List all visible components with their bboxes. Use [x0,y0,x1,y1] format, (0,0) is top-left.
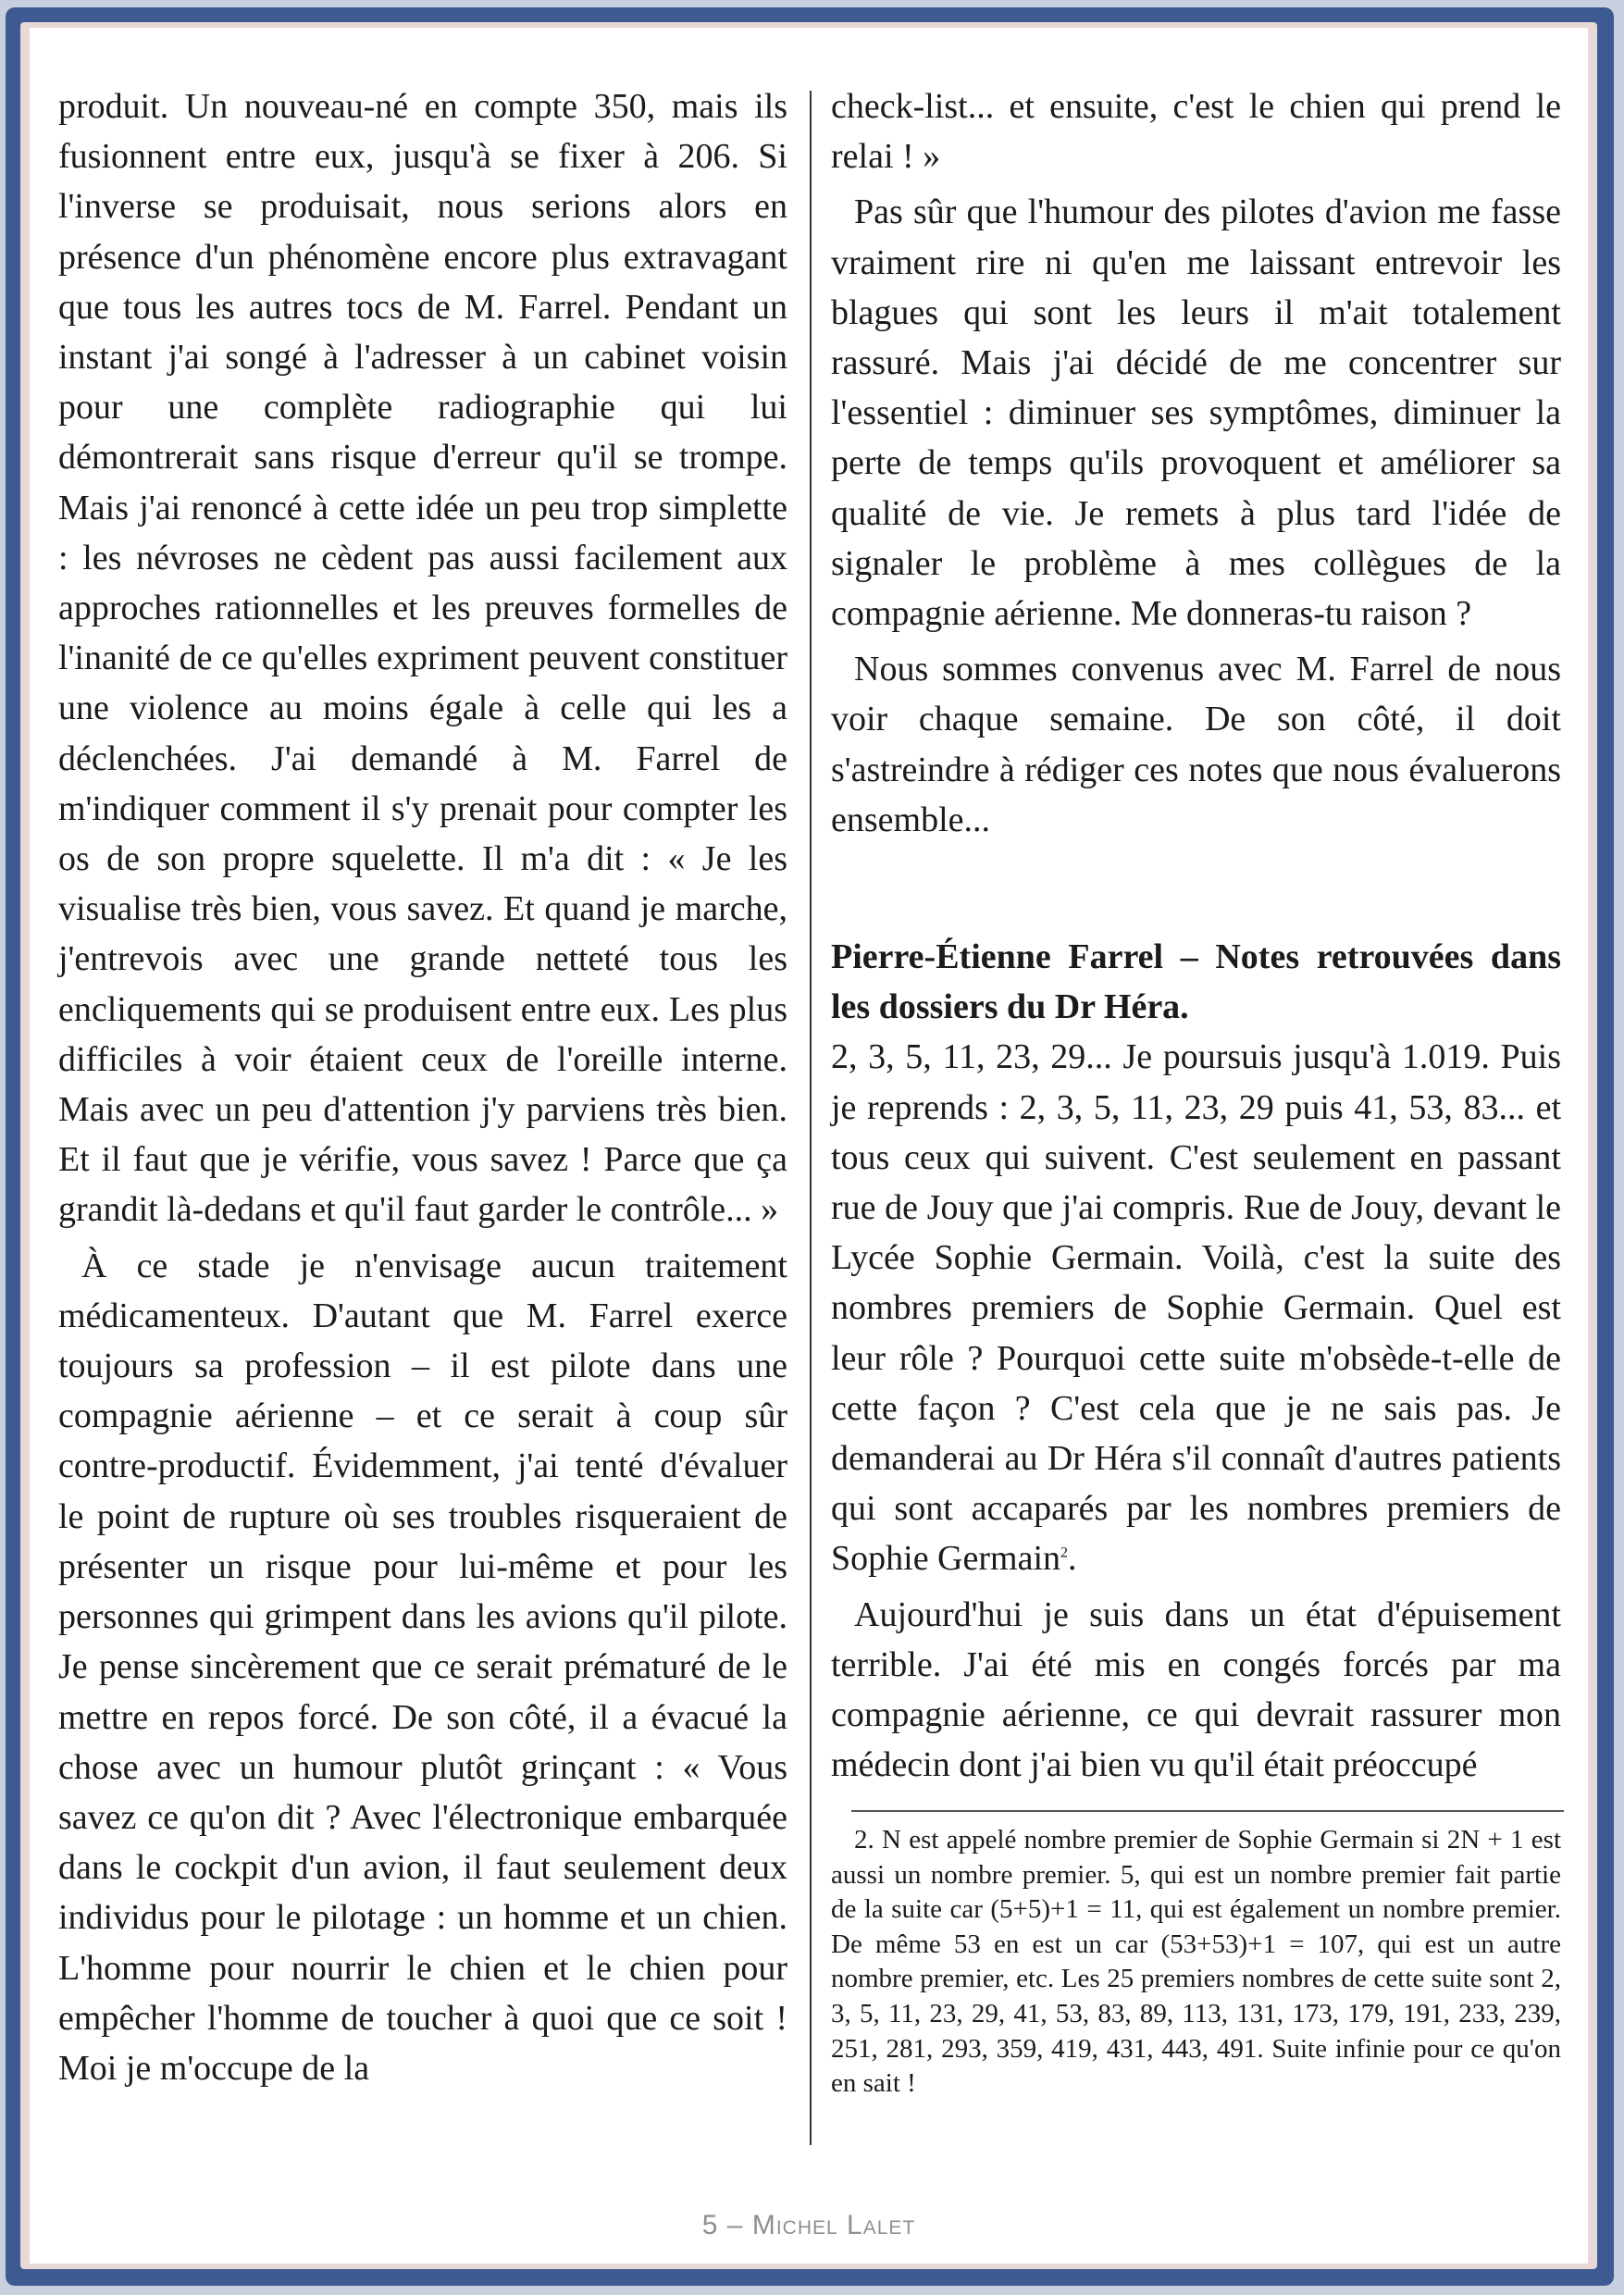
column-divider [810,91,812,2145]
footnote-number: 2. [854,1825,874,1855]
paragraph [831,1032,1561,1583]
paragraph: produit. Un nouveau-né en compte 350, mais ils fusionnent entre eux, jusqu'à se fixer à 206. Si l'inverse se produisait, nous serions alors en présence d'un phénomène encore plus extravagant que tous les autres tocs de M. Farrel. Pendant un instant j'ai songé à l'adresser à un cabinet voisin pour une complète radiographie qui lui démontrerait sans risque d'erreur qu'il se trompe. Mais j'ai renoncé à cette idée un peu trop simplette : les névroses ne cèdent pas aussi facilement aux approches rationnelles et les preuves formelles de l'inanité de ce qu'elles expriment peuvent constituer une violence au moins égale à celle qui les a déclenchées. J'ai demandé à M. Farrel de m'indiquer comment il s'y prenait pour compter les os de son propre squelette. Il m'a dit : « Je les visualise très bien, vous savez. Et quand je marche, j'entrevois avec une grande netteté tous les encliquements qui se produisent entre eux. Les plus difficiles à voir étaient ceux de l'oreille interne. Mais avec un peu d'attention j'y parviens très bien. Et il faut que je vérifie, vous savez ! Parce que ça grandit là-dedans et qu'il faut garder le contrôle... » [58,87,787,1230]
paragraph: Pas sûr que l'humour des pilotes d'avion me fasse vraiment rire ni qu'en me laissant entrevoir les blagues qui sont les leurs il m'ait totalement rassuré. Mais j'ai décidé de me concentrer sur l'essentiel : diminuer ses symptômes, diminuer la perte de temps qu'ils provoquent et améliorer sa qualité de vie. Je remets à plus tard l'idée de signaler le problème à mes collègues de la compagnie aérienne. Me donneras-tu raison ? [831,192,1561,634]
footer-separator: – [726,2210,744,2240]
footnote-separator [851,1810,1564,1812]
paragraph: Aujourd'hui je suis dans un état d'épuisement terrible. J'ai été mis en congés forcés par ma compagnie aérienne, ce qui devrait rassurer mon médecin dont j'ai bien vu qu'il était préoccupé [831,1594,1561,1785]
right-column [831,81,1561,1796]
footnote [831,1823,1561,2102]
paragraph: Nous sommes convenus avec M. Farrel de nous voir chaque semaine. De son côté, il doit s'astreindre à rédiger ces notes que nous évaluerons ensemble... [831,650,1561,839]
paragraph-text: 2, 3, 5, 11, 23, 29... Je poursuis jusqu'à 1.019. Puis je reprends : 2, 3, 5, 11, 23, 29 puis 41, 53, 83... et tous ceux qui suivent. C'est seulement en passant rue de Jouy que j'ai compris. Rue de Jouy, devant le Lycée Sophie Germain. Voilà, c'est la suite des nombres premiers de Sophie Germain. Quel est leur rôle ? Pourquoi cette suite m'obsède-t-elle de cette façon ? C'est cela que je ne sais pas. Je demanderai au Dr Héra s'il connaît d'autres patients qui sont accaparés par les nombres premiers de Sophie Germain [831,1037,1561,1579]
document-page [30,28,1588,2264]
section-heading: Pierre-Étienne Farrel – Notes retrouvées dans les dossiers du Dr Héra. [831,937,1561,1027]
paragraph: À ce stade je n'envisage aucun traitement médicamenteux. D'autant que M. Farrel exerce toujours sa profession – il est pilote dans une compagnie aérienne – et ce serait à coup sûr contre-productif. Évidemment, j'ai tenté d'évaluer le point de rupture où ses troubles risqueraient de présenter un risque pour lui-même et pour les personnes qui grimpent dans les avions qu'il pilote. Je pense sincèrement que ce serait prématuré de le mettre en repos forcé. De son côté, il a évacué la chose avec un humour plutôt grinçant : « Vous savez ce qu'on dit ? Avec l'électronique embarquée dans le cockpit d'un avion, il faut seulement deux individus pour le pilotage : un homme et un chien. L'homme pour nourrir le chien et le chien pour empêcher l'homme de toucher à quoi que ce soit ! Moi je m'occupe de la [58,1246,787,2088]
page-footer [30,2210,1588,2241]
author-name: Michel Lalet [751,2210,916,2240]
footnote-text: N est appelé nombre premier de Sophie Germain si 2N + 1 est aussi un nombre premier. 5, qui est un nombre premier fait partie de la suite car (5+5)+1 = 11, qui est également un nombre premier. De même 53 en est un car (53+53)+1 = 107, qui est un autre nombre premier, etc. Les 25 premiers nombres de cette suite sont 2, 3, 5, 11, 23, 29, 41, 53, 83, 89, 113, 131, 173, 179, 191, 233, 239, 251, 281, 293, 359, 419, 431, 443, 491. Suite infinie pour ce qu'on en sait ! [831,1825,1562,2099]
page-number: 5 [701,2210,719,2240]
paragraph: check-list... et ensuite, c'est le chien qui prend le relai ! » [831,87,1561,177]
footnote-reference[interactable]: 2 [1060,1544,1069,1561]
left-column [58,81,787,2099]
paragraph-end-punctuation: . [1068,1539,1077,1579]
